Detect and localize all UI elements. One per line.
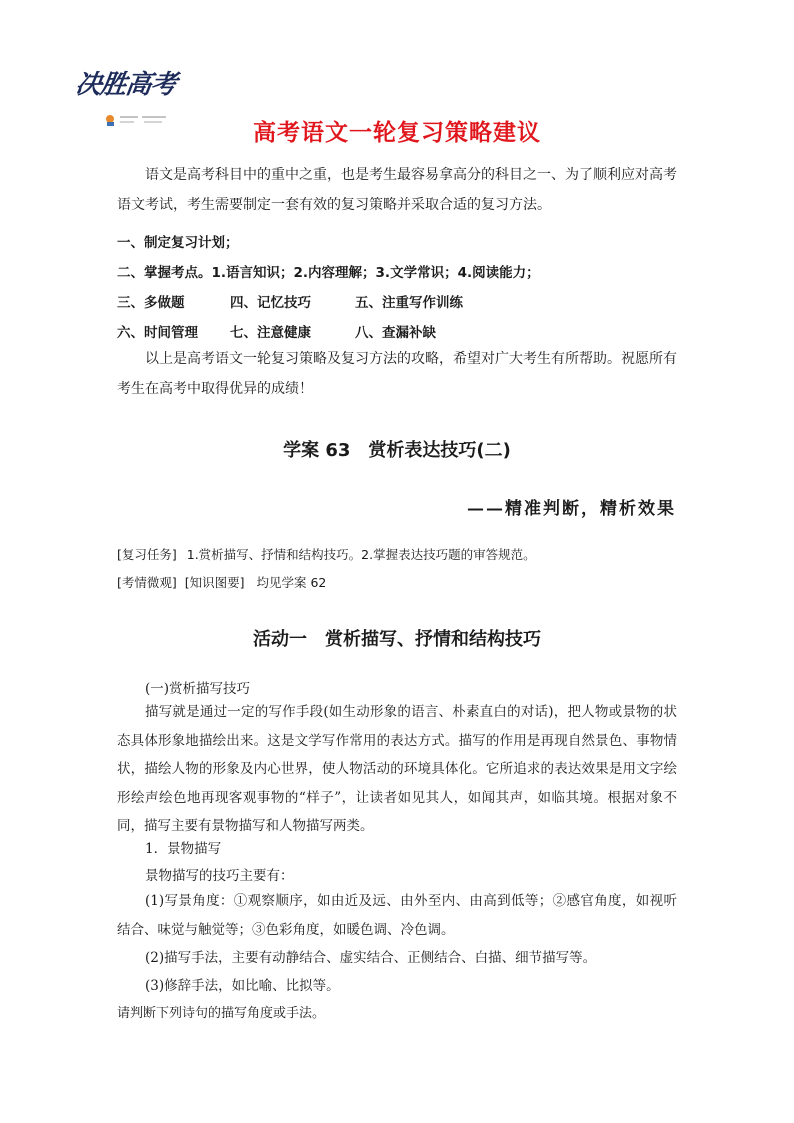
review-task-text: 1.赏析描写、抒情和结构技巧。2.掌握表达技巧题的审答规范。 bbox=[186, 547, 536, 562]
lesson-subtitle: ——精准判断，精析效果 bbox=[467, 499, 676, 519]
page-title: 高考语文一轮复习策略建议 bbox=[253, 120, 541, 146]
strategy-item-1: 一、制定复习计划； bbox=[117, 235, 239, 251]
exam-tag: [考情微观] bbox=[117, 575, 177, 590]
subsection-heading: 1．景物描写 bbox=[145, 841, 222, 857]
point-2: (2)描写手法，主要有动静结合、虚实结合、正侧结合、白描、细节描写等。 bbox=[145, 950, 597, 966]
description-paragraph: 描写就是通过一定的写作手段(如生动形象的语言、朴素直白的对话)，把人物或景物的状态具体形象地描绘出来。这是文学写作常用的表达方式。描写的作用是再现自然景色、事物情状，描绘人物的形象及内心世界，使人物活动的环境具体化。它所追求的表达效果是用文字绘形绘声绘色地再现客观事物的“样子”，让读者如见其人，如闻其声，如临其境。根据对象不同，描写主要有景物描写和人物描写两类。 bbox=[117, 704, 677, 834]
logo-text: 决胜高考 bbox=[73, 70, 178, 100]
strategy-row-4 bbox=[117, 321, 677, 341]
point-3: (3)修辞手法，如比喻、比拟等。 bbox=[145, 978, 340, 994]
strategy-item-2: 二、掌握考点。1.语言知识；2.内容理解；3.文学常识；4.阅读能力； bbox=[117, 265, 540, 281]
strategy-item-6: 六、时间管理 bbox=[117, 325, 198, 341]
strategy-row-3 bbox=[117, 291, 677, 311]
map-tag: [知识图要] bbox=[184, 575, 245, 590]
lesson-title: 学案 63 赏析表达技巧(二) bbox=[283, 440, 511, 461]
strategy-item-4: 四、记忆技巧 bbox=[230, 295, 311, 311]
intro-paragraph: 语文是高考科目中的重中之重，也是考生最容易拿高分的科目之一、为了顺利应对高考语文考试，考生需要制定一套有效的复习策略并采取合适的复习方法。 bbox=[117, 167, 677, 213]
subsection-intro: 景物描写的技巧主要有： bbox=[145, 868, 294, 884]
review-task-tag: [复习任务] bbox=[117, 547, 177, 562]
strategy-item-7: 七、注意健康 bbox=[230, 325, 311, 341]
strategy-item-8: 八、查漏补缺 bbox=[355, 325, 436, 341]
exam-info bbox=[117, 573, 326, 591]
activity-title: 活动一 赏析描写、抒情和结构技巧 bbox=[253, 629, 541, 650]
map-text: 均见学案 62 bbox=[256, 575, 327, 590]
strategy-item-3: 三、多做题 bbox=[117, 295, 185, 311]
exercise-prompt: 请判断下列诗句的描写角度或手法。 bbox=[117, 1006, 326, 1021]
closing-paragraph: 以上是高考语文一轮复习策略及复习方法的攻略，希望对广大考生有所帮助。祝愿所有考生在高考中取得优异的成绩！ bbox=[117, 351, 677, 397]
point-1: (1)写景角度：①观察顺序，如由近及远、由外至内、由高到低等；②感官角度，如视听结合、味觉与触觉等；③色彩角度，如暖色调、冷色调。 bbox=[117, 893, 677, 938]
strategy-item-5: 五、注重写作训练 bbox=[355, 295, 463, 311]
section-label: (一)赏析描写技巧 bbox=[145, 681, 251, 697]
review-task bbox=[117, 545, 536, 563]
